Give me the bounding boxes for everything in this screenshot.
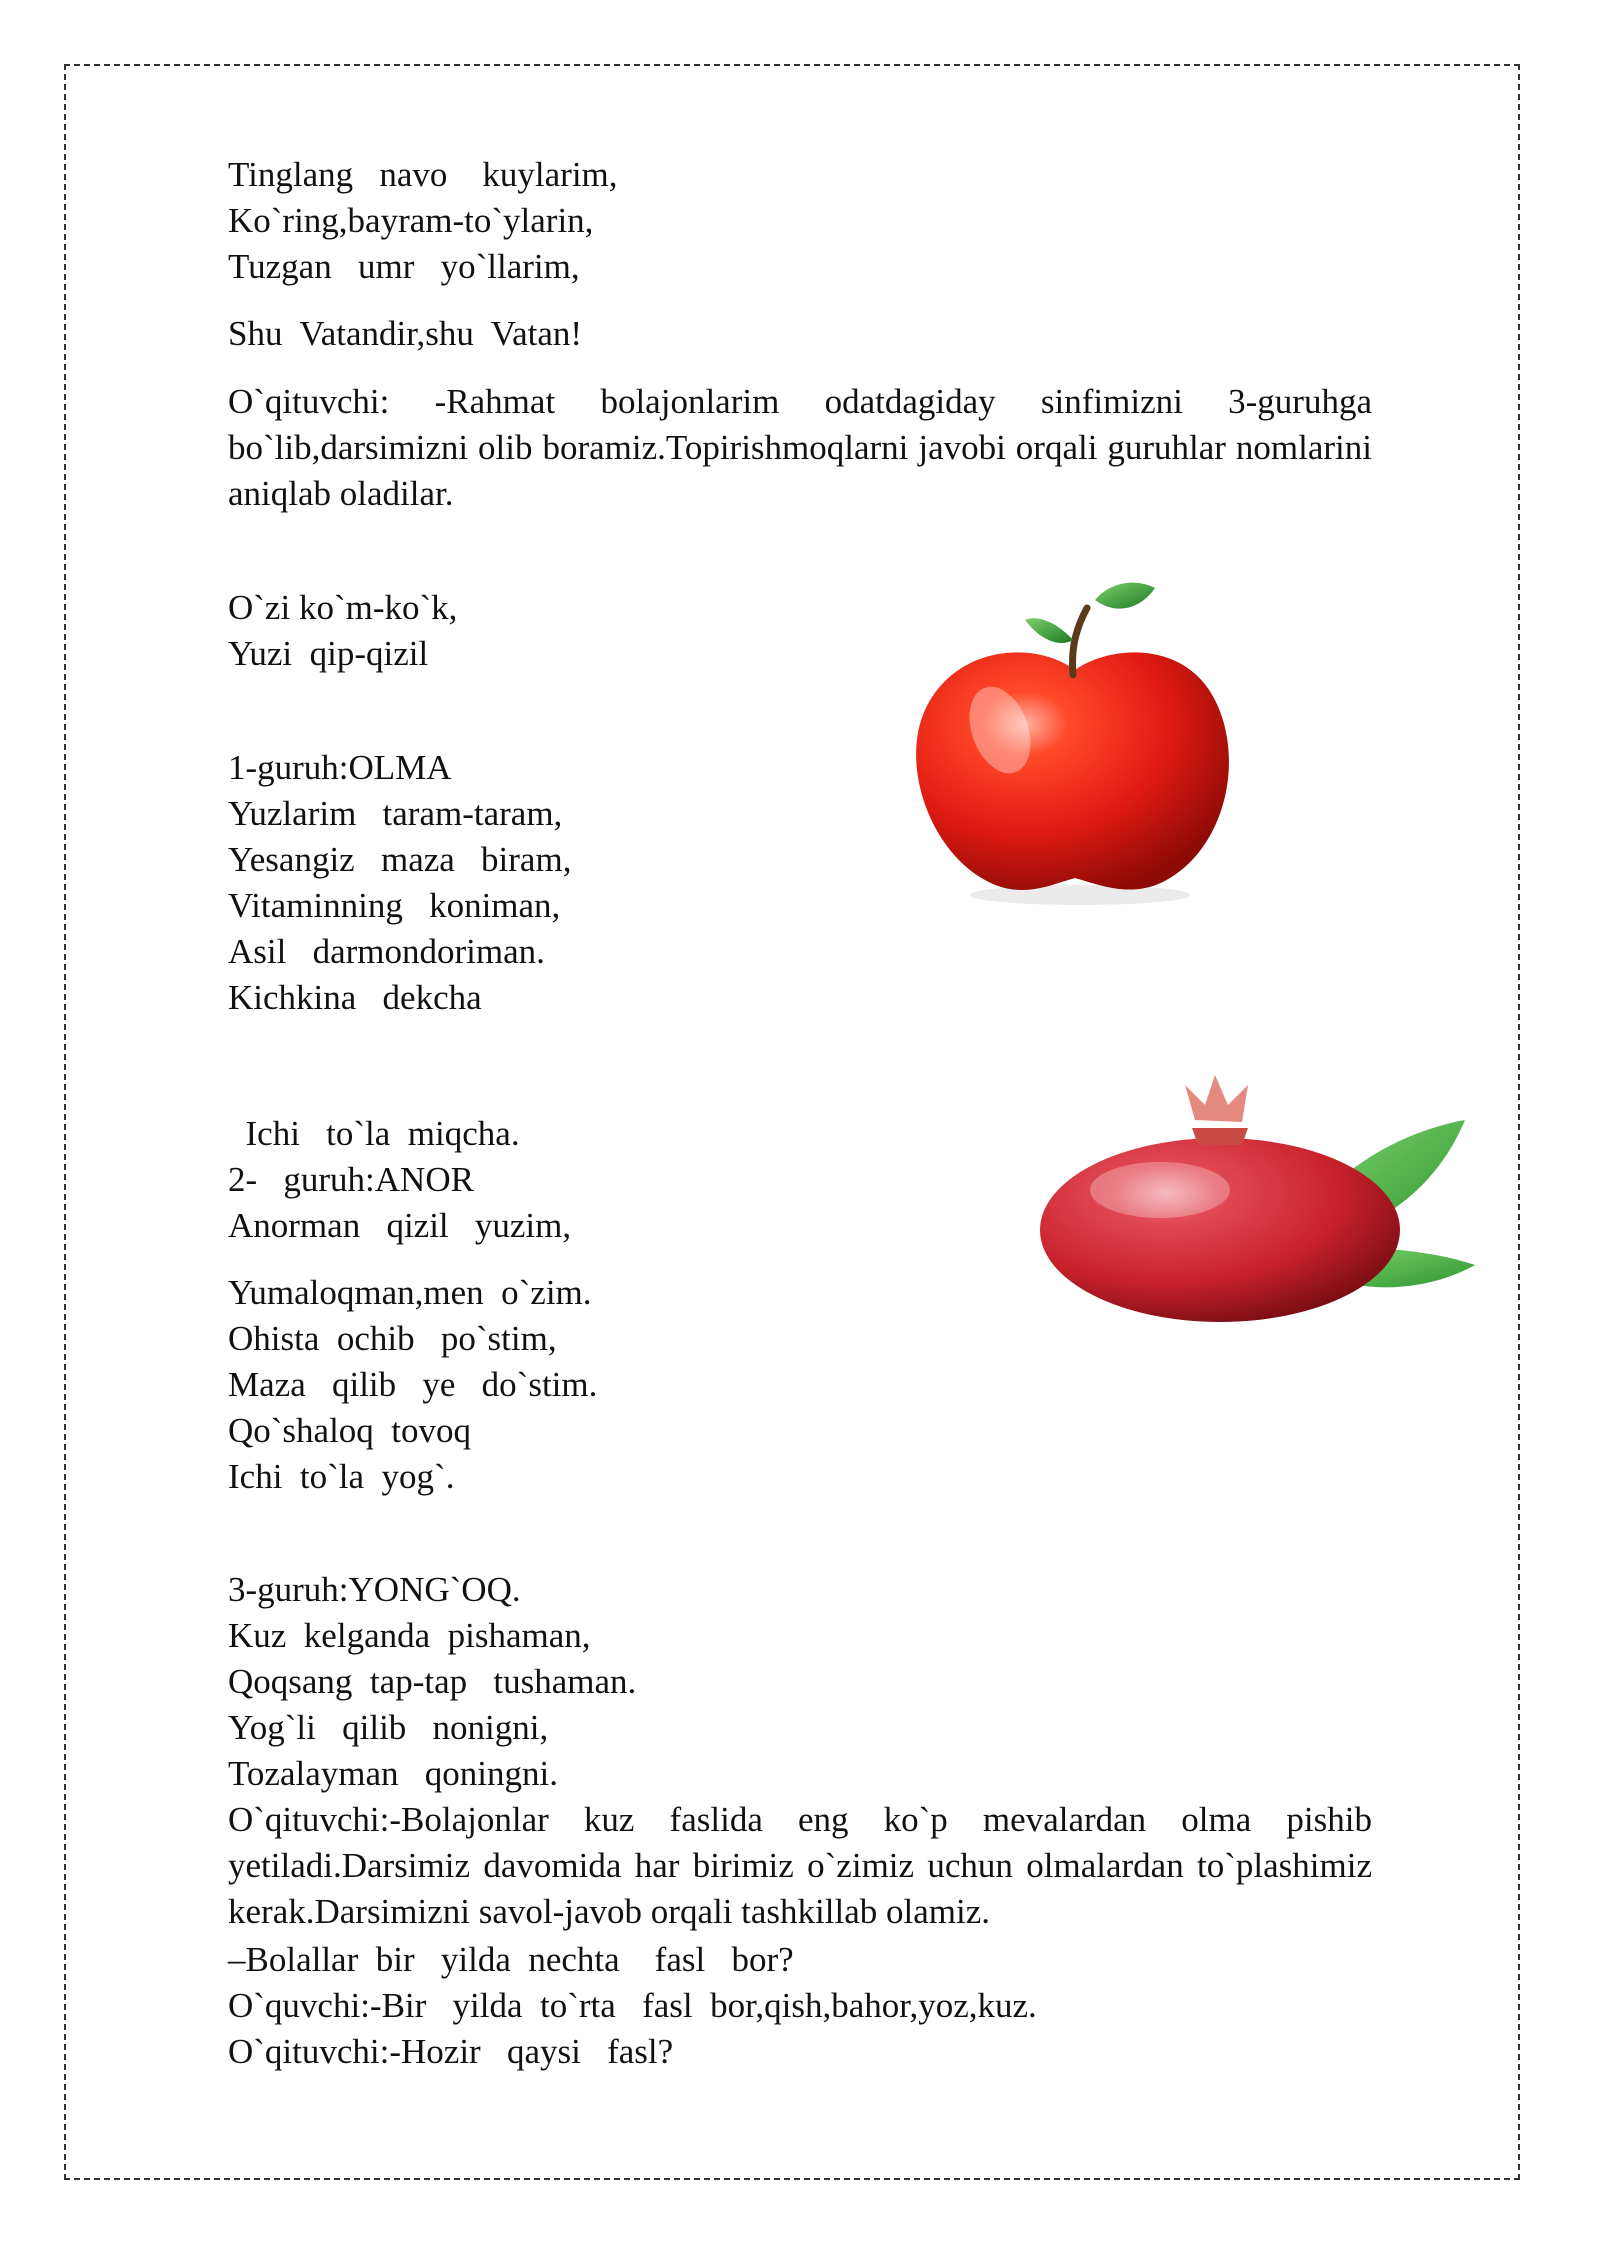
group-1-line-5: Kichkina dekcha [228, 978, 482, 1017]
group-3-line-2: Qoqsang tap-tap tushaman. [228, 1662, 637, 1701]
group-2-line-7: Ichi to`la yog`. [228, 1457, 455, 1496]
teacher-2-paragraph: O`qituvchi:-Bolajonlar kuz faslida eng ko`p mevalardan olma pishib yetiladi.Darsimiz davomida har birimiz o`zimiz uchun olmalardan to`plashimiz kerak.Darsimizni savol-javob orqali tashkillab olamiz. [228, 1800, 1372, 1931]
teacher-intro-paragraph: O`qituvchi: -Rahmat bolajonlarim odatdagiday sinfimizni 3-guruhga bo`lib,darsimizni olib boramiz.Topirishmoqlarni javobi orqali guruhlar nomlarini aniqlab oladilar. [228, 382, 1372, 513]
stanza-1-line-2: Ko`ring,bayram-to`ylarin, [228, 201, 594, 240]
stanza-1-line-1: Tinglang navo kuylarim, [228, 155, 618, 194]
riddle-1-line-1: O`zi ko`m-ko`k, [228, 588, 458, 627]
dialog-answer-1: O`quvchi:-Bir yilda to`rta fasl bor,qish,bahor,yoz,kuz. [228, 1986, 1037, 2025]
group-2-line-3: Yumaloqman,men o`zim. [228, 1273, 592, 1312]
stanza-1-line-3: Tuzgan umr yo`llarim, [228, 247, 580, 286]
group-1-line-4: Asil darmondoriman. [228, 932, 545, 971]
dialog-question-2: O`qituvchi:-Hozir qaysi fasl? [228, 2032, 674, 2071]
group-3-line-3: Yog`li qilib nonigni, [228, 1708, 549, 1747]
group-1-line-3: Vitaminning koniman, [228, 886, 561, 925]
group-1-line-1: Yuzlarim taram-taram, [228, 794, 563, 833]
group-1-line-2: Yesangiz maza biram, [228, 840, 572, 879]
group-2-line-6: Qo`shaloq tovoq [228, 1411, 472, 1450]
group-2-line-2: Anorman qizil yuzim, [228, 1206, 572, 1245]
apple-icon [895, 560, 1255, 920]
dialog-question-1: –Bolallar bir yilda nechta fasl bor? [228, 1940, 794, 1979]
pomegranate-icon [1020, 1050, 1480, 1330]
group-3-heading: 3-guruh:YONG`OQ. [228, 1570, 521, 1609]
group-2-line-4: Ohista ochib po`stim, [228, 1319, 557, 1358]
group-3-line-1: Kuz kelganda pishaman, [228, 1616, 591, 1655]
group-2-line-1: Ichi to`la miqcha. [228, 1114, 520, 1153]
stanza-1-refrain: Shu Vatandir,shu Vatan! [228, 314, 583, 353]
group-1-heading: 1-guruh:OLMA [228, 748, 452, 787]
group-2-heading: 2- guruh:ANOR [228, 1160, 474, 1199]
riddle-1-line-2: Yuzi qip-qizil [228, 634, 429, 673]
group-3-line-4: Tozalayman qoningni. [228, 1754, 558, 1793]
group-2-line-5: Maza qilib ye do`stim. [228, 1365, 598, 1404]
